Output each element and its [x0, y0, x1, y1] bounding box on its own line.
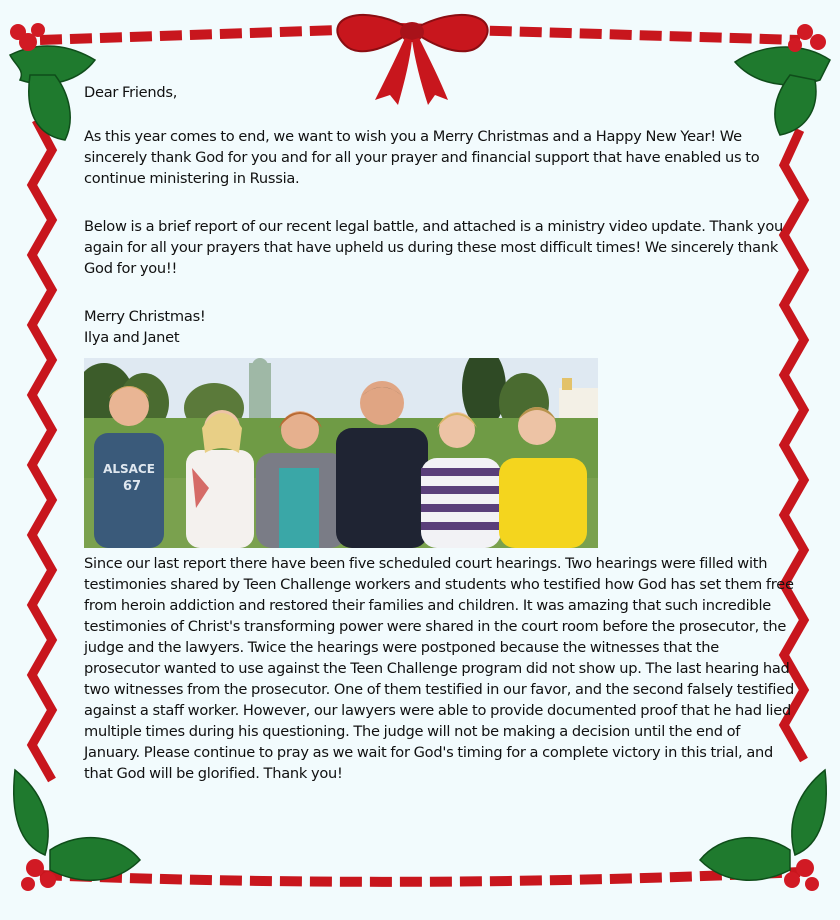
svg-text:ALSACE: ALSACE [103, 462, 155, 476]
greeting-text: Dear Friends, [84, 84, 178, 101]
paragraph-2-text: Below is a brief report of our recent legal battle, and attached is a ministry video update. Thank you again for all your prayers that have upheld us during these most difficult times! We sincerely thank God for you!! [84, 218, 783, 277]
holly-icon-bottom-right [700, 770, 826, 891]
closing-text: Merry Christmas! [84, 308, 206, 325]
report-text: Since our last report there have been five scheduled court hearings. Two hearings were filled with testimonies shared by Teen Challenge workers and students who testified how God has set them free from heroin addiction and restored their families and children. It was amazing that such incredible testimonies of Christ's transforming power were shared in the court room before the prosecutor, the judge and the lawyers. Twice the hearings were postponed because the witnesses that the prosecutor wanted to use against the Teen Challenge program did not show up. The last hearing had two witnesses from the prosecutor. One of them testified in our favor, and the second falsely testified against a staff worker. However, our lawyers were able to provide documented proof that he had lied multiple times during his questioning. The judge will not be making a decision until the end of January. Please continue to pray as we wait for God's timing for a complete victory in this trial, and that God will be glorified. Thank you! [84, 555, 794, 782]
holly-icon-bottom-left [14, 770, 140, 891]
signature-text: Ilya and Janet [84, 329, 180, 346]
letter-paragraph-1 [84, 126, 784, 189]
paragraph-1-text: As this year comes to end, we want to wish you a Merry Christmas and a Happy New Year! We sincerely thank God for you and for all your prayer and financial support that have enabled us to continue ministering in Russia. [84, 128, 760, 187]
family-photo [84, 358, 598, 548]
ribbon-bottom [40, 872, 800, 882]
letter-greeting [84, 82, 784, 103]
ribbon-left [32, 120, 52, 780]
letter-closing [84, 306, 784, 348]
svg-text:67: 67 [122, 479, 142, 494]
letter-paragraph-2 [84, 216, 784, 279]
letter-report [84, 553, 794, 784]
